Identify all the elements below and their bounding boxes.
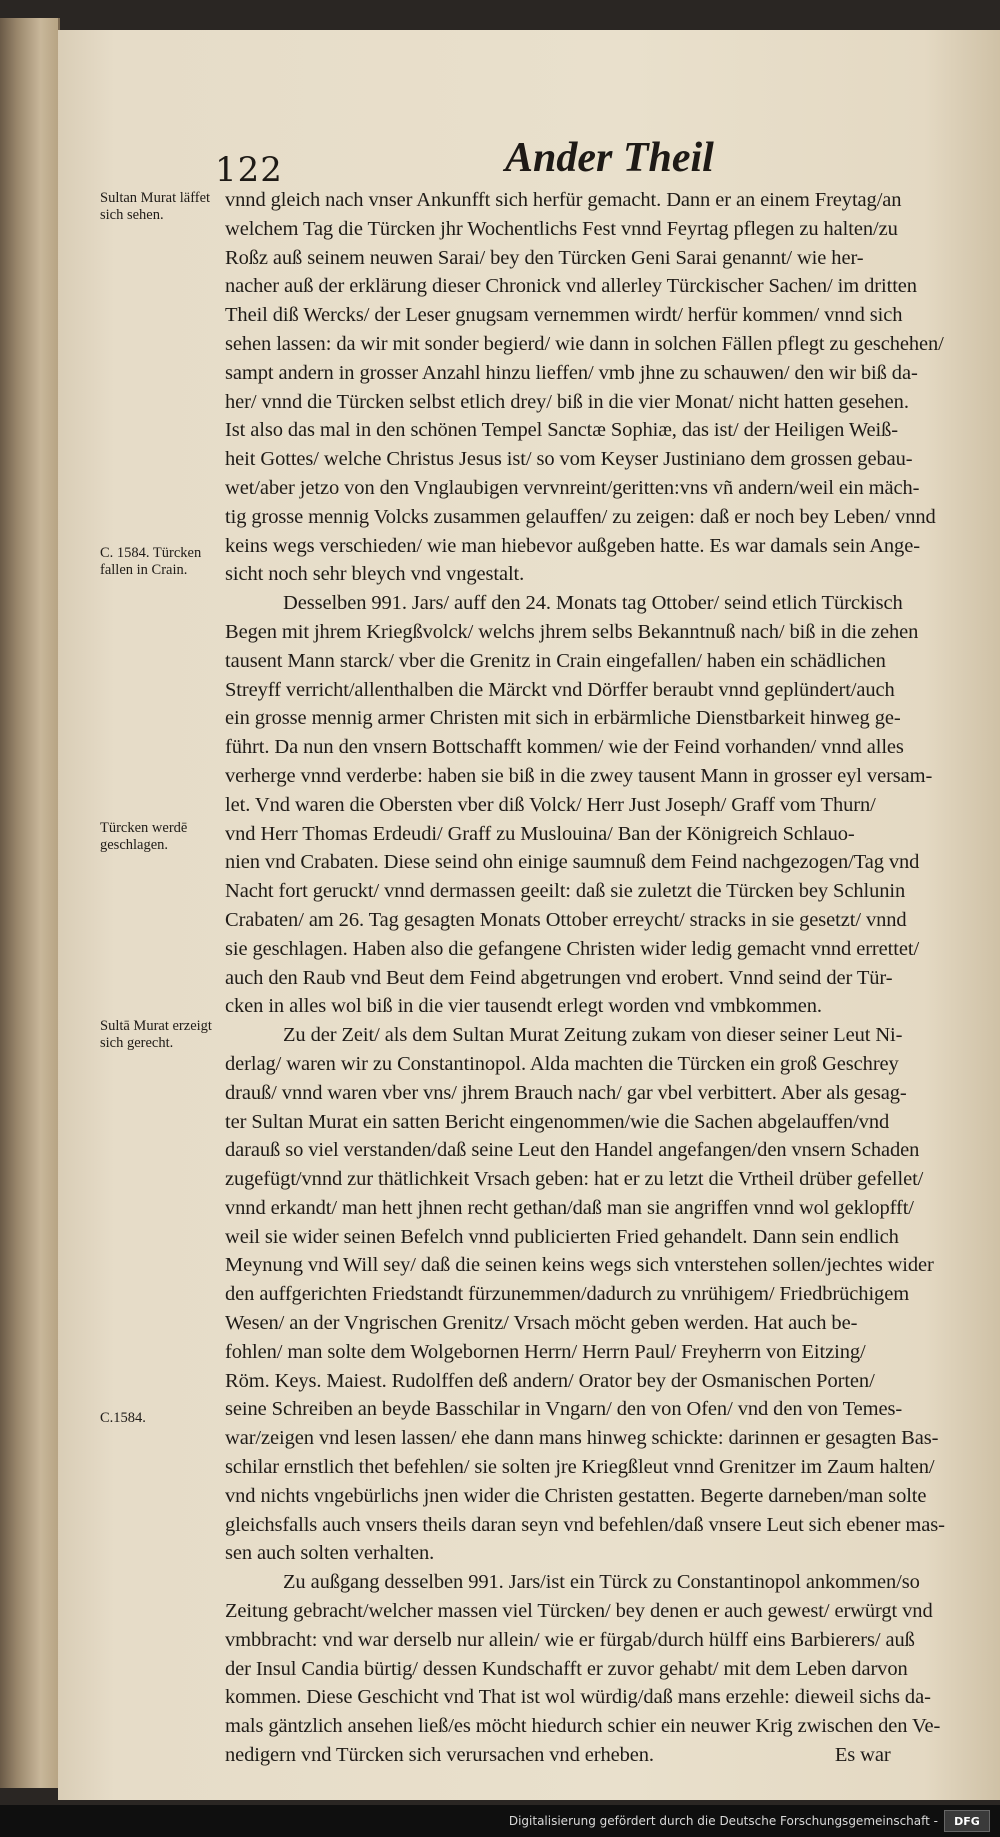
text-line: Ist also das mal in den schönen Tempel Sanctæ Sophiæ, das ist/ der Heiligen Weiß- xyxy=(225,419,898,442)
dfg-logo: DFG xyxy=(944,1810,990,1832)
margin-note-1584: C.1584. xyxy=(100,1410,146,1426)
text-line: drauß/ vnnd waren vber vns/ jhrem Brauch nach/ gar vbel verbittert. Aber als gesag- xyxy=(225,1081,907,1104)
text-line: tig grosse mennig Volcks zusammen gelauffen/ zu zeigen: daß er noch bey Leben/ vnnd xyxy=(225,505,936,528)
text-line: mals gäntzlich ansehen ließ/es möcht hiedurch schier ein neuwer Krig zwischen den Ve- xyxy=(225,1715,941,1738)
text-line: heit Gottes/ welche Christus Jesus ist/ so vom Keyser Justiniano dem grossen gebau- xyxy=(225,448,913,471)
text-line: seine Schreiben an beyde Basschilar in Vngarn/ den von Ofen/ vnd den von Temes- xyxy=(225,1398,903,1421)
text-line: vnd Herr Thomas Erdeudi/ Graff zu Muslouina/ Ban der Königreich Schlauo- xyxy=(225,822,855,845)
paragraph-start-line: Zu außgang desselben 991. Jars/ist ein Türck zu Constantinopol ankommen/so xyxy=(283,1571,920,1594)
text-line: verherge vnnd verderbe: haben sie biß in die zwey tausent Mann in grosser eyl versam- xyxy=(225,764,933,787)
book-edge xyxy=(0,18,60,1788)
text-line: auch den Raub vnd Beut dem Feind abgetrungen vnd erobert. Vnnd seind der Tür- xyxy=(225,966,893,989)
page-number: 122 xyxy=(215,150,283,190)
text-line: Streyff verricht/allenthalben die Märckt vnd Dörffer beraubt vnnd geplündert/auch xyxy=(225,678,895,701)
text-line: vnnd erkandt/ man hett jhnen recht gethan/daß man sie angriffen vnnd wol geklopfft/ xyxy=(225,1196,914,1219)
text-line: der Insul Candia bürtig/ dessen Kundschafft er zuvor gehabt/ mit dem Leben darvon xyxy=(225,1657,908,1680)
text-line: sen auch solten verhalten. xyxy=(225,1542,435,1565)
text-line: welchem Tag die Türcken jhr Wochentlichs Fest vnnd Feyrtag pflegen zu halten/zu xyxy=(225,217,898,240)
text-line: vnd nichts vngebürlichs jnen wider die Christen gestatten. Begerte darneben/man solte xyxy=(225,1484,927,1507)
text-line: sicht noch sehr bleych vnd vngestalt. xyxy=(225,563,525,586)
text-line: nacher auß der erklärung dieser Chronick vnd allerley Türckischer Sachen/ im dritten xyxy=(225,275,917,298)
text-line: sampt andern in grosser Anzahl hinzu lieffen/ vmb jhne zu schauwen/ den wir biß da- xyxy=(225,361,918,384)
text-line: sie geschlagen. Haben also die gefangene Christen wider ledig gemacht vnnd errettet/ xyxy=(225,937,920,960)
text-line: nedigern vnd Türcken sich verursachen vnd erheben. Es war xyxy=(225,1744,891,1767)
paragraph-start-line: Zu der Zeit/ als dem Sultan Murat Zeitung zukam von dieser seiner Leut Ni- xyxy=(283,1024,903,1047)
text-line: fohlen/ man solte dem Wolgebornen Herrn/ Herrn Paul/ Freyherrn von Eitzing/ xyxy=(225,1340,866,1363)
text-line: derlag/ waren wir zu Constantinopol. Alda machten die Türcken ein groß Geschrey xyxy=(225,1052,899,1075)
paragraph-start-line: Desselben 991. Jars/ auff den 24. Monats tag Ottober/ seind etlich Türckisch xyxy=(283,592,903,615)
text-line: Zeitung gebracht/welcher massen viel Türcken/ bey denen er auch gewest/ erwürgt vnd xyxy=(225,1600,933,1623)
text-line: darauß so viel verstanden/daß seine Leut den Handel angefangen/den vnsern Schaden xyxy=(225,1139,920,1162)
text-line: nien vnd Crabaten. Diese seind ohn einige saumnuß dem Feind nachgezogen/Tag vnd xyxy=(225,851,920,874)
text-line: Roßz auß seinem neuwen Sarai/ bey den Türcken Geni Sarai genannt/ wie her- xyxy=(225,246,864,269)
text-line: führt. Da nun den vnsern Bottschafft kommen/ wie der Feind vorhanden/ vnnd alles xyxy=(225,736,904,759)
text-line: weil sie wider seinen Befelch vnnd publicierten Fried gehandelt. Dann sein endlich xyxy=(225,1225,899,1248)
running-head: Ander Theil xyxy=(505,135,714,181)
text-line: keins wegs verschieden/ wie man hiebevor außgeben hatte. Es war damals sein Ange- xyxy=(225,534,920,557)
text-line: den auffgerichten Friedstandt fürzunemmen/dadurch zu vnrühigem/ Friedbrüchigem xyxy=(225,1283,910,1306)
text-line: Begen mit jhrem Kriegßvolck/ welchs jhrem selbs Bekanntnuß nach/ biß in die zehen xyxy=(225,620,919,643)
margin-note-geschlagen: Türcken werdē geschlagen. xyxy=(100,820,188,853)
text-line: her/ vnnd die Türcken selbst etlich drey/ biß in die vier Monat/ nicht hatten gesehen. xyxy=(225,390,909,413)
margin-note-gerecht: Sultā Murat erzeigt sich gerecht. xyxy=(100,1018,212,1051)
text-line: war/zeigen vnd lesen lassen/ ehe dann mans hinweg schickte: darinnen er gesagten Bas- xyxy=(225,1427,939,1450)
text-line: kommen. Diese Geschicht vnd That ist wol würdig/daß mans erzehle: dieweil sichs da- xyxy=(225,1686,931,1709)
text-line: gleichsfalls auch vnsers theils daran seyn vnd befehlen/daß vnsere Leut sich ebener mas- xyxy=(225,1513,945,1536)
text-line: Meynung vnd Will sey/ daß die seinen keins wegs sich vnterstehen sollen/jechtes wider xyxy=(225,1254,934,1277)
text-line: sehen lassen: da wir mit sonder begierd/ wie dann in solchen Fällen pflegt zu geschehen/ xyxy=(225,332,944,355)
text-line: tausent Mann starck/ vber die Grenitz in Crain eingefallen/ haben ein schädlichen xyxy=(225,649,886,672)
funding-credit: Digitalisierung gefördert durch die Deutsche Forschungsgemeinschaft - xyxy=(508,1814,938,1828)
body-text xyxy=(225,186,983,1770)
text-line: ter Sultan Murat ein satten Bericht eingenommen/wie die Sachen abgelauffen/vnd xyxy=(225,1110,890,1133)
text-line: Theil diß Wercks/ der Leser gnugsam vernemmen wirdt/ herfür kommen/ vnnd sich xyxy=(225,304,903,327)
margin-note-crain: C. 1584. Türcken fallen in Crain. xyxy=(100,545,202,578)
text-line: schilar ernstlich thet befehlen/ sie solten jre Kriegßleut vnnd Grenitzer im Zaum halten/ xyxy=(225,1456,935,1479)
text-line: ein grosse mennig armer Christen mit sich in erbärmliche Dienstbarkeit hinweg ge- xyxy=(225,707,901,730)
text-line: Nacht fort geruckt/ vnnd dermassen geeilt: daß sie zuletzt die Türcken bey Schlunin xyxy=(225,880,906,903)
margin-note-sultan: Sultan Murat läffet sich sehen. xyxy=(100,190,211,223)
text-line: Crabaten/ am 26. Tag gesagten Monats Ottober erreycht/ stracks in sie gesetzt/ vnnd xyxy=(225,908,907,931)
text-line: vnnd gleich nach vnser Ankunfft sich herfür gemacht. Dann er an einem Freytag/an xyxy=(225,189,902,211)
text-line: vmbbracht: vnd war derselb nur allein/ wie er fürgab/durch hülff eins Barbierers/ auß xyxy=(225,1628,915,1651)
text-line: wet/aber jetzo von den Vnglaubigen vervnreint/geritten:vns vñ andern/weil ein mäch- xyxy=(225,476,920,499)
text-line: zugefügt/vnnd zur thätlichkeit Vrsach geben: hat er zu letzt die Vrtheil drüber gefellet/ xyxy=(225,1168,924,1191)
text-line: let. Vnd waren die Obersten vber diß Volck/ Herr Just Joseph/ Graff vom Thurn/ xyxy=(225,793,876,816)
text-line: Röm. Keys. Maiest. Rudolffen deß andern/ Orator bey der Osmanischen Porten/ xyxy=(225,1369,875,1392)
text-line: cken in alles wol biß in die vier tausendt erlegt worden vnd vmbkommen. xyxy=(225,995,822,1018)
text-line: Wesen/ an der Vngrischen Grenitz/ Vrsach möcht geben werden. Hat auch be- xyxy=(225,1312,858,1335)
